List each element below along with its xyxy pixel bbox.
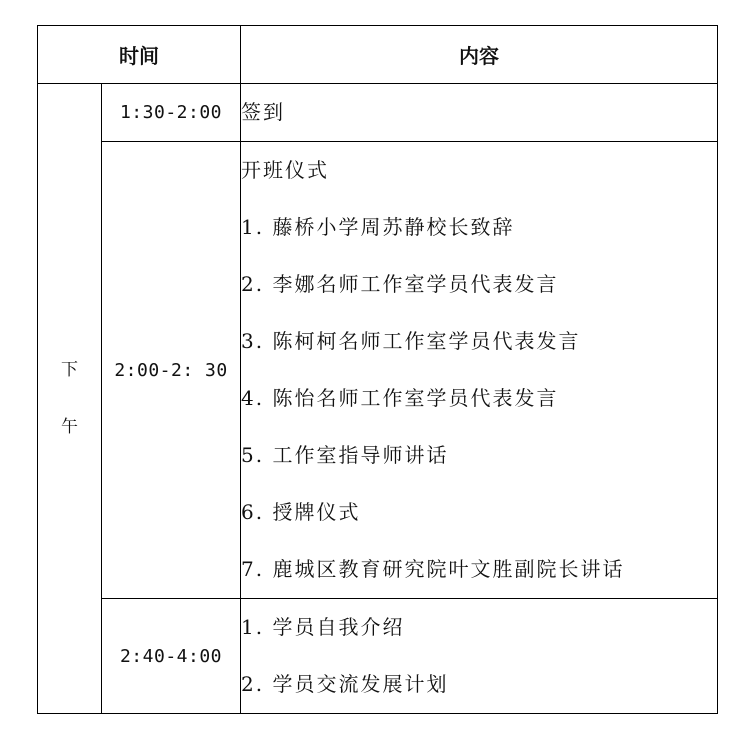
content-item: 6. 授牌仪式: [241, 500, 361, 524]
content-cell: [241, 84, 718, 142]
time-cell: 1:30-2:00: [102, 84, 241, 142]
content-item: 签到: [241, 100, 285, 124]
table-row: [38, 84, 718, 142]
schedule-table: [37, 25, 718, 714]
table-row: [38, 599, 718, 714]
content-item: 5. 工作室指导师讲话: [241, 443, 449, 467]
table-header-row: [38, 26, 718, 84]
content-header: 内容: [241, 26, 718, 84]
time-cell: 2:40-4:00: [102, 599, 241, 714]
content-item: 2. 李娜名师工作室学员代表发言: [241, 272, 559, 296]
content-cell: [241, 599, 718, 714]
content-item: 2. 学员交流发展计划: [241, 672, 449, 696]
day-char-1: 下: [61, 359, 78, 380]
content-item: 4. 陈怡名师工作室学员代表发言: [241, 386, 559, 410]
content-item: 3. 陈柯柯名师工作室学员代表发言: [241, 329, 581, 353]
content-item: 开班仪式: [241, 158, 329, 182]
table-row: [38, 142, 718, 599]
content-item: 1. 藤桥小学周苏静校长致辞: [241, 215, 515, 239]
day-char-2: 午: [61, 416, 78, 437]
time-header: 时间: [38, 26, 241, 84]
content-item: 1. 学员自我介绍: [241, 615, 405, 639]
time-cell: 2:00-2: 30: [102, 142, 241, 599]
content-cell: [241, 142, 718, 599]
content-item: 7. 鹿城区教育研究院叶文胜副院长讲话: [241, 557, 625, 581]
afternoon-cell: [38, 84, 102, 714]
